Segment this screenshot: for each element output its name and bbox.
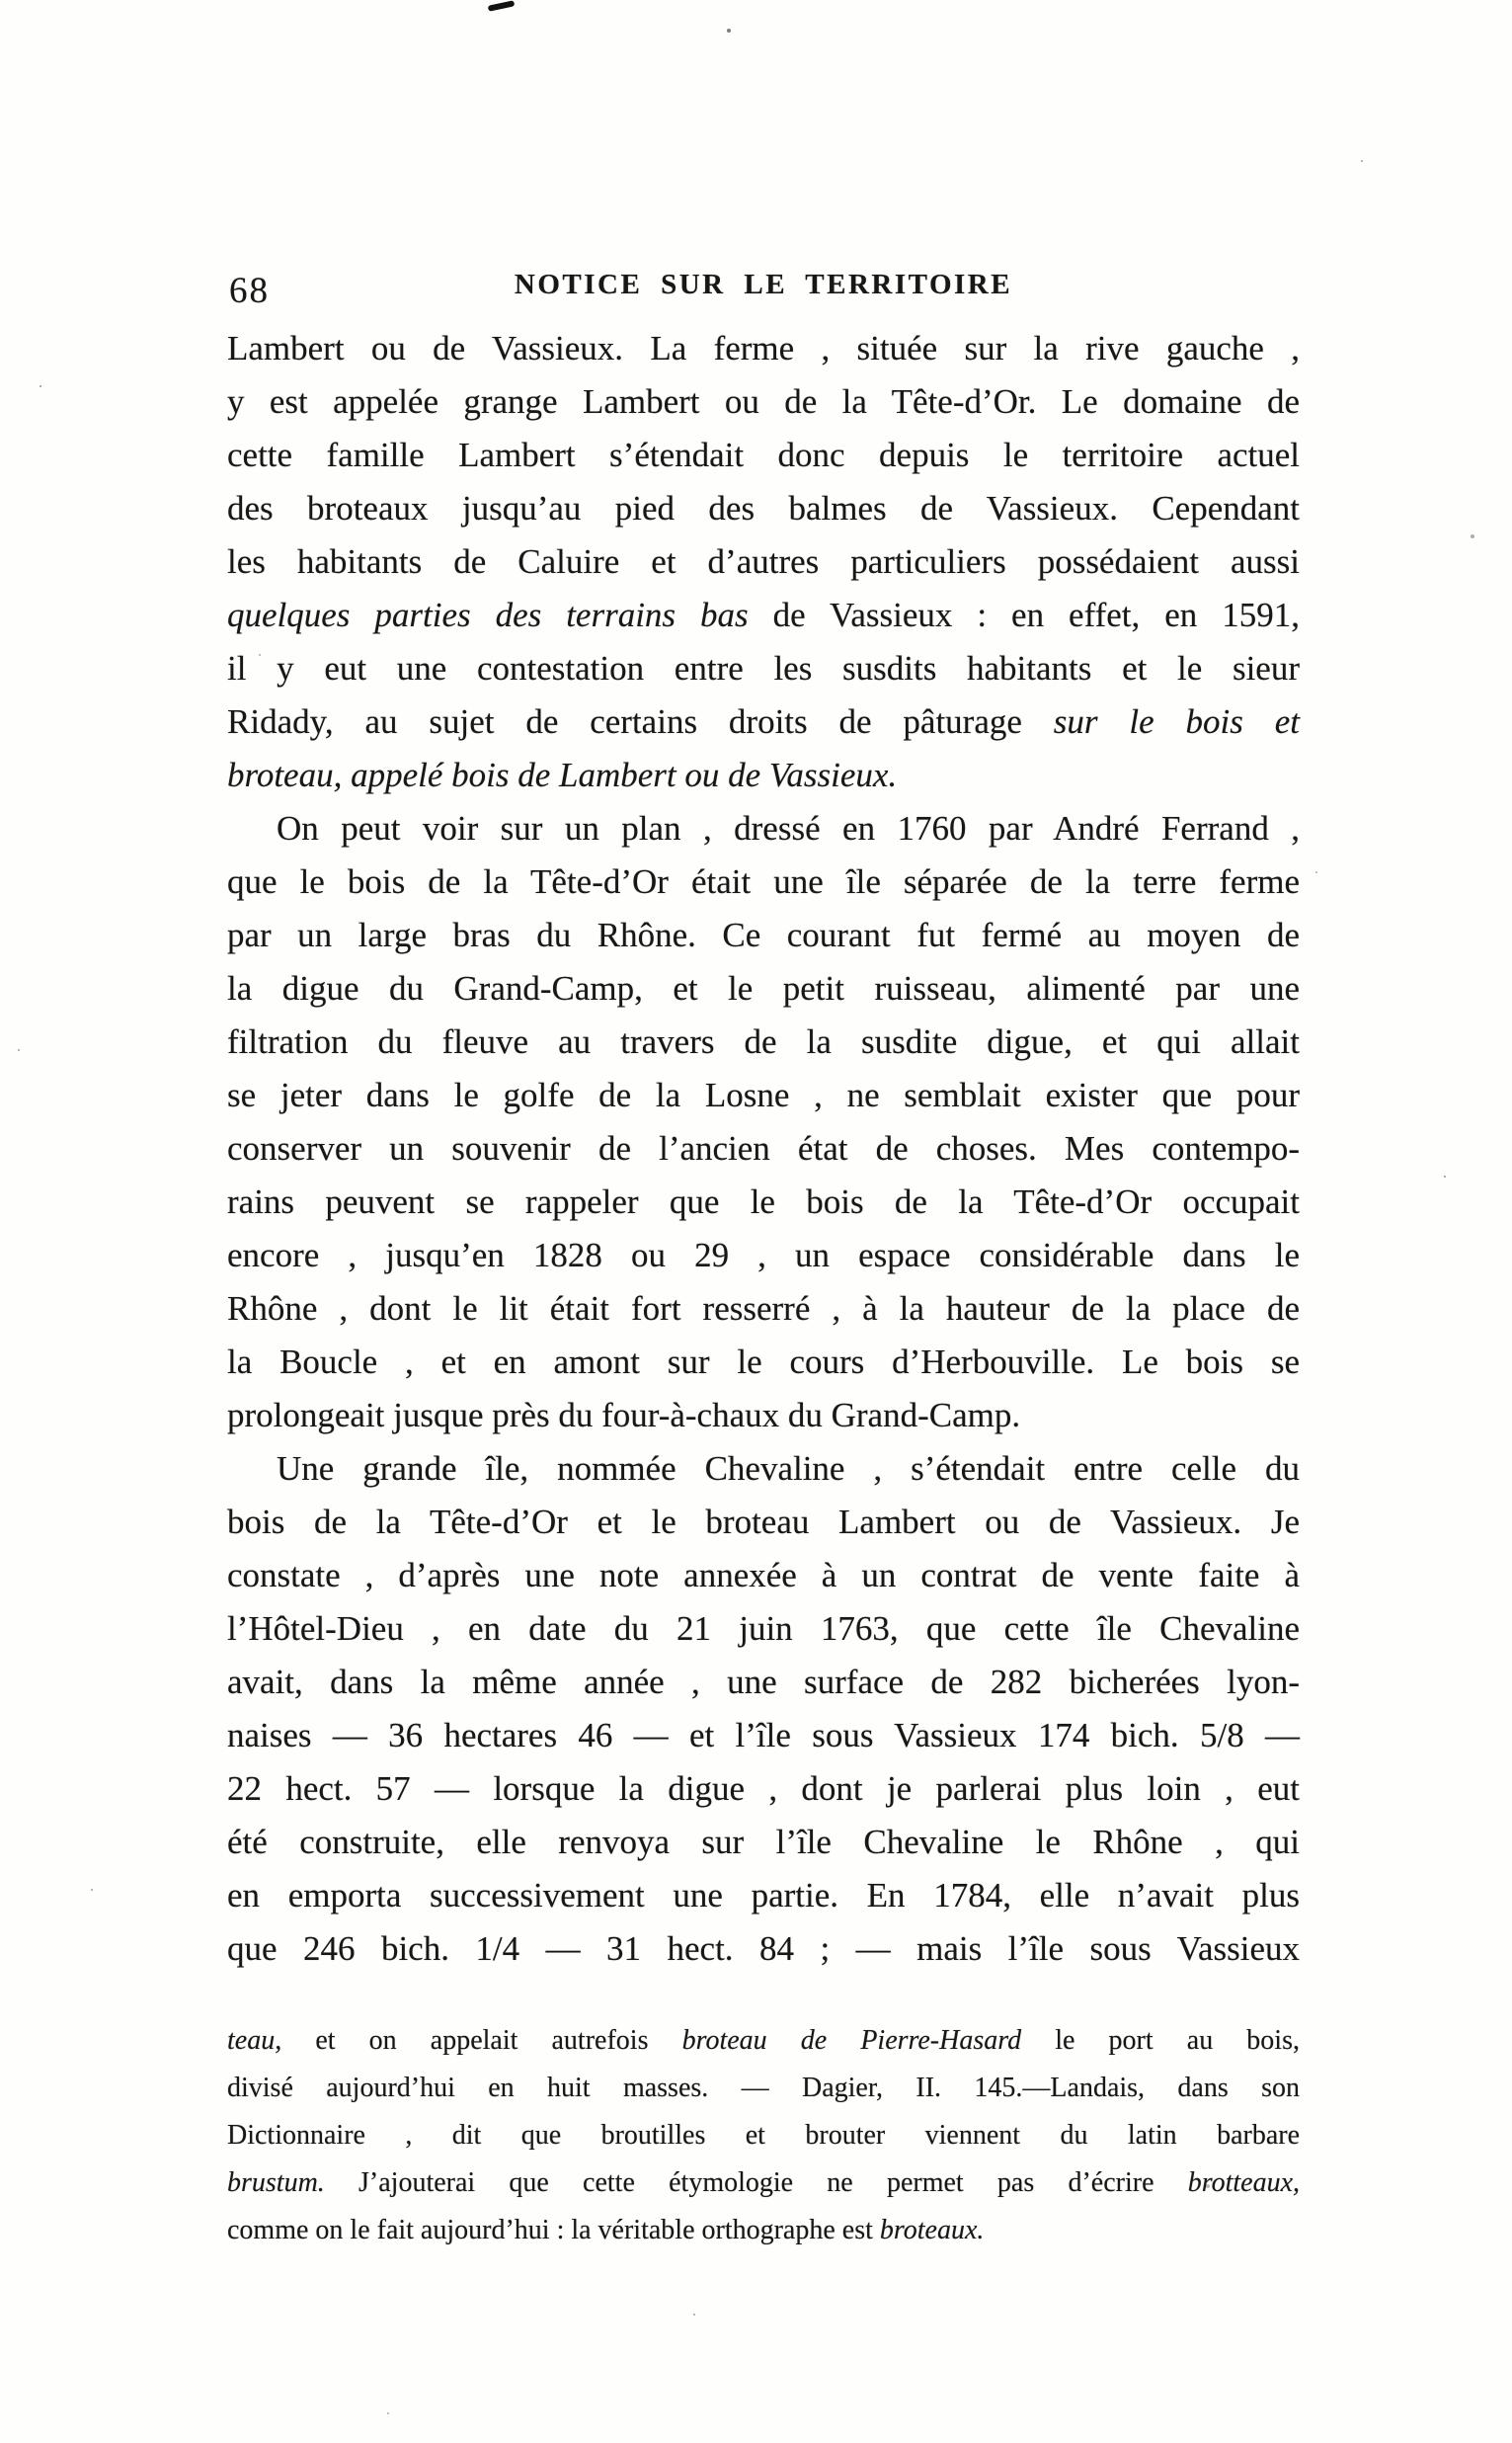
text-segment: que 246 bich. 1/4 — 31 hect. 84 ; — mais l’île sous Vassieux <box>227 1929 1300 1968</box>
text-segment: encore , jusqu’en 1828 ou 29 , un espace considérable dans le <box>227 1236 1300 1274</box>
text-segment: conserver un souvenir de l’ancien état de choses. Mes contempo- <box>227 1129 1300 1168</box>
text-line <box>227 322 1300 375</box>
italic-text-segment: quelques parties des terrains bas <box>227 596 773 634</box>
text-line <box>227 2159 1300 2207</box>
footnote-section <box>227 2017 1300 2254</box>
text-segment: Rhône , dont le lit était fort resserré , à la hauteur de la place de <box>227 1289 1300 1328</box>
italic-text-segment: broteau de Pierre-Hasard <box>681 2025 1022 2056</box>
text-segment: en emporta successivement une partie. En 1784, elle n’avait plus <box>227 1876 1300 1914</box>
text-line <box>227 1122 1300 1176</box>
scan-speckles <box>0 0 2 2</box>
text-segment: par un large bras du Rhône. Ce courant fut fermé au moyen de <box>227 916 1300 954</box>
text-line <box>227 375 1300 429</box>
text-line <box>227 589 1300 642</box>
text-line <box>227 535 1300 589</box>
text-line <box>227 909 1300 962</box>
text-segment: de Vassieux : en effet, en 1591, <box>772 596 1300 634</box>
text-line <box>227 962 1300 1016</box>
text-line <box>227 1229 1300 1282</box>
text-line <box>227 1389 1300 1442</box>
text-segment: il y eut une contestation entre les susdits habitants et le sieur <box>227 649 1300 688</box>
text-line <box>227 2065 1300 2112</box>
text-line <box>227 1709 1300 1762</box>
text-segment: On peut voir sur un plan , dressé en 1760 par André Ferrand , <box>277 809 1300 848</box>
italic-text-segment: sur le bois et <box>1053 702 1300 741</box>
text-line <box>227 642 1300 695</box>
text-segment: la digue du Grand-Camp, et le petit ruisseau, alimenté par une <box>227 969 1300 1008</box>
text-line <box>227 1176 1300 1229</box>
text-line <box>227 1336 1300 1389</box>
text-segment: se jeter dans le golfe de la Losne , ne semblait exister que pour <box>227 1076 1300 1114</box>
text-line <box>227 1442 1300 1496</box>
text-line <box>227 2017 1300 2065</box>
body-text <box>227 322 1300 1976</box>
text-line <box>227 2207 1300 2254</box>
text-segment: divisé aujourd’hui en huit masses. — Dagier, II. 145.—Landais, dans son <box>227 2073 1300 2103</box>
text-line <box>227 429 1300 482</box>
text-segment: rains peuvent se rappeler que le bois de la Tête-d’Or occupait <box>227 1182 1300 1221</box>
text-line <box>227 1496 1300 1549</box>
text-segment: Ridady, au sujet de certains droits de pâturage <box>227 702 1054 741</box>
page-header <box>227 269 1300 311</box>
italic-text-segment: brustum. <box>227 2167 325 2198</box>
text-segment: l’Hôtel-Dieu , en date du 21 juin 1763, que cette île Chevaline <box>227 1609 1300 1648</box>
text-segment: filtration du fleuve au travers de la susdite digue, et qui allait <box>227 1022 1300 1061</box>
text-line <box>227 1549 1300 1602</box>
text-segment: cette famille Lambert s’étendait donc depuis le territoire actuel <box>227 436 1300 474</box>
italic-text-segment: broteaux. <box>879 2215 985 2245</box>
text-segment: des broteaux jusqu’au pied des balmes de Vassieux. Cependant <box>227 489 1300 528</box>
text-segment: le port au bois, <box>1021 2025 1300 2056</box>
text-segment: la Boucle , et en amont sur le cours d’Herbouville. Le bois se <box>227 1343 1300 1381</box>
italic-text-segment: brotteaux, <box>1187 2167 1300 2198</box>
text-line <box>227 482 1300 535</box>
text-segment: constate , d’après une note annexée à un contrat de vente faite à <box>227 1556 1300 1594</box>
text-segment: les habitants de Caluire et d’autres particuliers possédaient aussi <box>227 542 1300 581</box>
text-segment: Lambert ou de Vassieux. La ferme , située sur la rive gauche , <box>227 329 1300 367</box>
text-line <box>227 802 1300 855</box>
text-line <box>227 695 1300 749</box>
text-segment: y est appelée grange Lambert ou de la Tête-d’Or. Le domaine de <box>227 382 1300 421</box>
text-line <box>227 1069 1300 1122</box>
text-line <box>227 1922 1300 1976</box>
text-segment: comme on le fait aujourd’hui : la véritable orthographe est <box>227 2215 880 2245</box>
text-segment: J’ajouterai que cette étymologie ne permet pas d’écrire <box>324 2167 1188 2198</box>
text-segment: naises — 36 hectares 46 — et l’île sous Vassieux 174 bich. 5/8 — <box>227 1716 1300 1754</box>
text-segment: que le bois de la Tête-d’Or était une île séparée de la terre ferme <box>227 862 1300 901</box>
running-title: NOTICE SUR LE TERRITOIRE <box>514 269 1013 300</box>
text-line <box>227 1656 1300 1709</box>
text-line <box>227 749 1300 802</box>
text-line <box>227 2112 1300 2159</box>
text-line <box>227 1282 1300 1336</box>
text-segment: avait, dans la même année , une surface de 282 bicherées lyon- <box>227 1663 1300 1701</box>
text-segment: et on appelait autrefois <box>281 2025 682 2056</box>
text-segment: prolongeait jusque près du four-à-chaux du Grand-Camp. <box>227 1396 1021 1434</box>
italic-text-segment: broteau, appelé bois de Lambert ou de Vassieux. <box>227 756 898 794</box>
text-segment: bois de la Tête-d’Or et le broteau Lambert ou de Vassieux. Je <box>227 1503 1300 1541</box>
text-line <box>227 1869 1300 1922</box>
text-segment: été construite, elle renvoya sur l’île Chevaline le Rhône , qui <box>227 1823 1300 1861</box>
page-number: 68 <box>229 271 270 311</box>
text-segment: Dictionnaire , dit que broutilles et brouter viennent du latin barbare <box>227 2120 1300 2151</box>
text-line <box>227 1816 1300 1869</box>
text-segment: 22 hect. 57 — lorsque la digue , dont je parlerai plus loin , eut <box>227 1769 1300 1808</box>
text-segment: Une grande île, nommée Chevaline , s’étendait entre celle du <box>277 1449 1300 1488</box>
scan-artifact-dash <box>488 0 516 11</box>
text-line <box>227 1602 1300 1656</box>
text-line <box>227 1762 1300 1816</box>
italic-text-segment: teau, <box>227 2025 282 2056</box>
text-line <box>227 855 1300 909</box>
text-line <box>227 1016 1300 1069</box>
